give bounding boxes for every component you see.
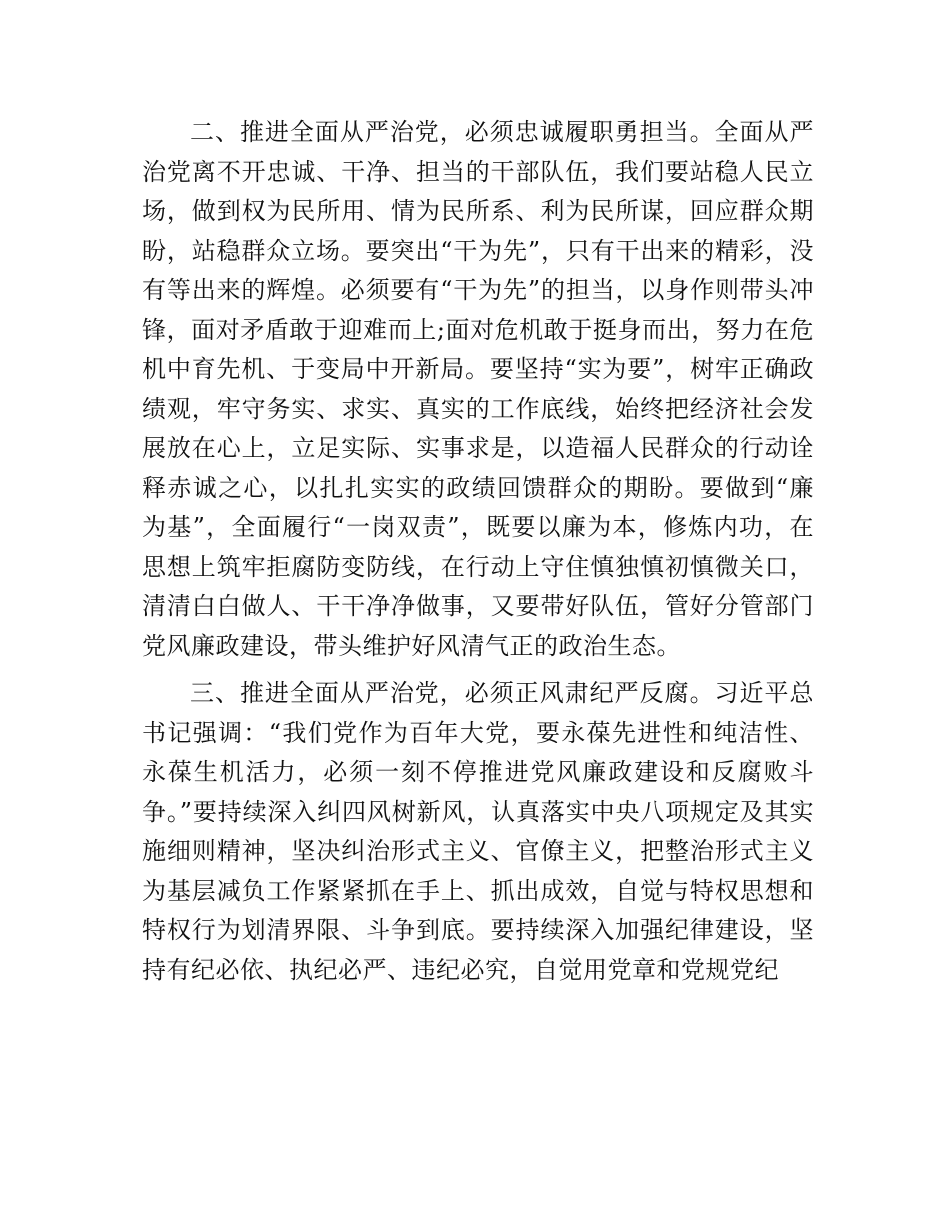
paragraph-section-3: 三、推进全面从严治党，必须正风肃纪严反腐。习近平总书记强调：“我们党作为百年大党，要永葆先进性和纯洁性、永葆生机活力，必须一刻不停推进党风廉政建设和反腐败斗争。”要持续深入纠四风树新风，认真落实中央八项规定及其实施细则精神，坚决纠治形式主义、官僚主义，把整治形式主义为基层减负工作紧紧抓在手上、抓出成效，自觉与特权思想和特权行为划清界限、斗争到底。要持续深入加强纪律建设，坚持有纪必依、执纪必严、违纪必究，自觉用党章和党规党纪	[142, 679, 814, 984]
document-body	[142, 113, 814, 990]
paragraph-section-2: 二、推进全面从严治党，必须忠诚履职勇担当。全面从严治党离不开忠诚、干净、担当的干部队伍，我们要站稳人民立场，做到权为民所用、情为民所系、利为民所谋，回应群众期盼，站稳群众立场。要突出“干为先”，只有干出来的精彩，没有等出来的辉煌。必须要有“干为先”的担当，以身作则带头冲锋，面对矛盾敢于迎难而上;面对危机敢于挺身而出，努力在危机中育先机、于变局中开新局。要坚持“实为要”，树牢正确政绩观，牢守务实、求实、真实的工作底线，始终把经济社会发展放在心上，立足实际、实事求是，以造福人民群众的行动诠释赤诚之心，以扎扎实实的政绩回馈群众的期盼。要做到“廉为基”，全面履行“一岗双责”，既要以廉为本，修炼内功，在思想上筑牢拒腐防变防线，在行动上守住慎独慎初慎微关口，清清白白做人、干干净净做事，又要带好队伍，管好分管部门党风廉政建设，带头维护好风清气正的政治生态。	[142, 118, 814, 660]
